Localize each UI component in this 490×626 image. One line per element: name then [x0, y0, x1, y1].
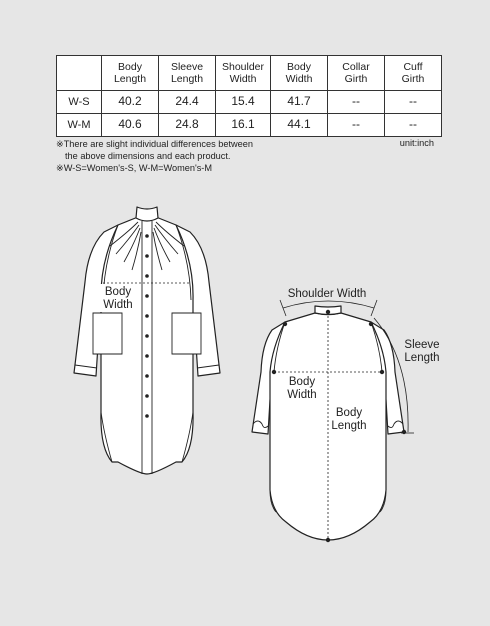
- button-icon: [145, 394, 149, 398]
- header-text: Shoulder: [221, 60, 265, 73]
- front-collar: [136, 207, 158, 221]
- header-text: Body: [118, 60, 142, 73]
- measure-point-icon: [272, 370, 276, 374]
- header-text: Body: [287, 60, 311, 73]
- front-left-pocket: [93, 313, 122, 354]
- header-text: Length: [113, 73, 147, 85]
- measure-point-icon: [326, 310, 330, 314]
- measure-point-icon: [283, 322, 287, 326]
- table-cell: 15.4: [216, 91, 271, 114]
- button-icon: [145, 334, 149, 338]
- row-size-label: W-M: [57, 114, 102, 137]
- shoulder-width-tick: [280, 300, 286, 316]
- shoulder-width-label: Shoulder Width: [287, 288, 367, 300]
- front-right-pocket: [172, 313, 201, 354]
- table-cell: 41.7: [271, 91, 328, 114]
- button-icon: [145, 274, 149, 278]
- button-icon: [145, 294, 149, 298]
- table-cell: 24.4: [159, 91, 216, 114]
- row-size-label: W-S: [57, 91, 102, 114]
- shoulder-width-tick: [371, 300, 377, 316]
- button-icon: [145, 414, 149, 418]
- header-text: Collar: [342, 60, 370, 73]
- table-cell: 40.6: [102, 114, 159, 137]
- measure-point-icon: [369, 322, 373, 326]
- button-icon: [145, 234, 149, 238]
- unit-label: unit:inch: [399, 138, 434, 148]
- header-text: Sleeve: [170, 60, 204, 73]
- table-cell: 40.2: [102, 91, 159, 114]
- header-text: Width: [285, 73, 313, 85]
- table-cell: --: [385, 114, 442, 137]
- table-cell: 16.1: [216, 114, 271, 137]
- note-line: ※W-S=Women's-S, W-M=Women's-M: [56, 163, 213, 173]
- button-icon: [145, 354, 149, 358]
- sleeve-length-label: Sleeve Length: [404, 339, 440, 364]
- back-body-width-label: Body Width: [287, 376, 317, 401]
- button-icon: [145, 374, 149, 378]
- front-body-width-label: Body Width: [103, 286, 133, 311]
- table-cell: 44.1: [271, 114, 328, 137]
- button-icon: [145, 254, 149, 258]
- note-line: ※There are slight individual differences between: [56, 139, 254, 149]
- table-cell: --: [328, 114, 385, 137]
- header-text: Cuff: [403, 60, 423, 73]
- header-text: Girth: [344, 73, 368, 85]
- header-text: Width: [229, 73, 257, 85]
- measure-point-icon: [326, 538, 330, 542]
- measure-point-icon: [380, 370, 384, 374]
- measure-point-icon: [402, 430, 406, 434]
- table-cell: --: [385, 91, 442, 114]
- back-body-length-label: Body Length: [331, 407, 367, 432]
- header-text: Girth: [401, 73, 425, 85]
- note-line: the above dimensions and each product.: [65, 151, 231, 161]
- table-cell: 24.8: [159, 114, 216, 137]
- button-icon: [145, 314, 149, 318]
- table-cell: --: [328, 91, 385, 114]
- header-text: Length: [170, 73, 204, 85]
